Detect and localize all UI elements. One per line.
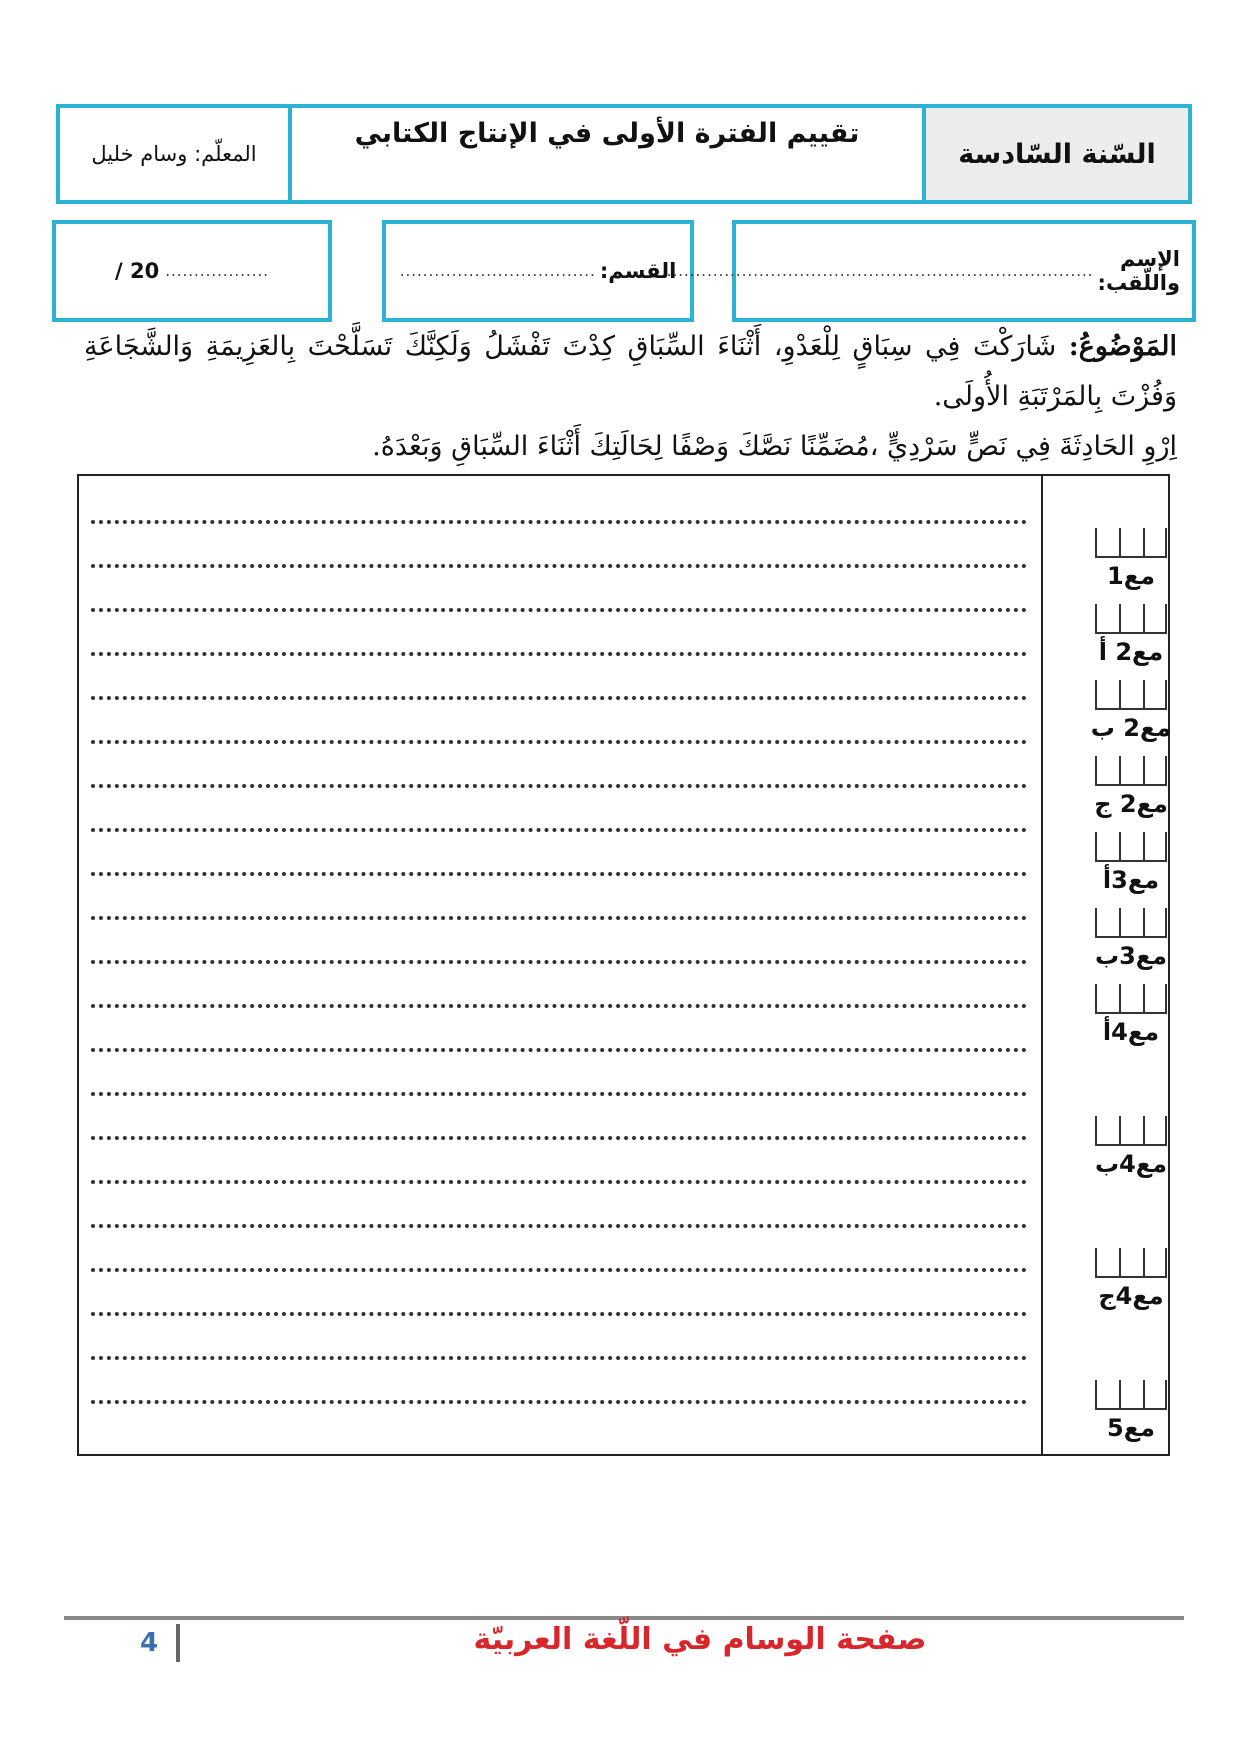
writing-line[interactable]: [91, 916, 1027, 920]
criterion-label: مع5: [1107, 1414, 1155, 1442]
criterion-label: مع2 أ: [1098, 638, 1164, 666]
score-marks[interactable]: [1065, 604, 1197, 636]
teacher-name: المعلّم: وسام خليل: [60, 108, 292, 200]
criterion-item: [1065, 832, 1197, 894]
writing-line[interactable]: [91, 1004, 1027, 1008]
name-dots: ..........................................................................: [666, 262, 1094, 280]
score-marks[interactable]: [1065, 832, 1197, 864]
criterion-label: مع4ب: [1094, 1150, 1168, 1178]
criterion-item: [1065, 680, 1197, 742]
criterion-item: [1065, 604, 1197, 666]
criterion-label: مع4أ: [1102, 1018, 1160, 1046]
score-marks[interactable]: [1065, 1380, 1197, 1412]
score-marks[interactable]: [1065, 908, 1197, 940]
writing-line[interactable]: [91, 1268, 1027, 1272]
class-dots: ..................................: [399, 262, 596, 280]
page-number: 4: [140, 1624, 180, 1662]
writing-line[interactable]: [91, 564, 1027, 568]
score-box[interactable]: [52, 220, 332, 322]
criterion-item: [1065, 984, 1197, 1046]
writing-line[interactable]: [91, 1400, 1027, 1404]
instruction-text: اِرْوِ الحَادِثَةَ فِي نَصٍّ سَرْدِيٍّ ،مُضَمِّنًا نَصَّكَ وَصْفًا لِحَالَتِكَ أَثْنَاءَ السِّبَاقِ وَبَعْدَهُ.: [372, 431, 1177, 462]
topic-label: المَوْضُوعُ:: [1068, 331, 1177, 362]
criterion-label: مع2 ج: [1094, 790, 1168, 818]
writing-line[interactable]: [91, 1180, 1027, 1184]
page-title: تقييم الفترة الأولى في الإنتاج الكتابي: [292, 108, 926, 200]
criterion-label: مع3ب: [1094, 942, 1168, 970]
criterion-item: [1065, 1248, 1197, 1310]
grade-level: السّنة السّادسة: [926, 108, 1188, 200]
writing-line[interactable]: [91, 1312, 1027, 1316]
footer-source: صفحة الوسام في اللّغة العربيّة: [473, 1622, 927, 1657]
column-divider: [1041, 476, 1043, 1454]
criterion-item: [1065, 908, 1197, 970]
footer-divider: [64, 1616, 1184, 1620]
writing-line[interactable]: [91, 784, 1027, 788]
writing-line[interactable]: [91, 740, 1027, 744]
writing-line[interactable]: [91, 1356, 1027, 1360]
score-marks[interactable]: [1065, 1248, 1197, 1280]
writing-line[interactable]: [91, 652, 1027, 656]
header-table: [56, 104, 1192, 204]
name-label: الإسم واللّقب:: [1097, 247, 1180, 295]
criterion-item: [1065, 1116, 1197, 1178]
writing-line[interactable]: [91, 1092, 1027, 1096]
criterion-item: [1065, 756, 1197, 818]
criterion-label: مع3أ: [1102, 866, 1160, 894]
writing-line[interactable]: [91, 696, 1027, 700]
criterion-item: [1065, 528, 1197, 590]
criterion-label: مع4ج: [1098, 1282, 1164, 1310]
writing-line[interactable]: [91, 1224, 1027, 1228]
score-marks[interactable]: [1065, 984, 1197, 1016]
class-label: القسم:: [599, 259, 677, 283]
writing-line[interactable]: [91, 1136, 1027, 1140]
score-dots: ..................: [165, 262, 270, 280]
score-marks[interactable]: [1065, 528, 1197, 560]
topic-paragraph: [84, 322, 1177, 422]
answer-area: [77, 474, 1170, 1456]
criterion-label: مع2 ب: [1090, 714, 1172, 742]
writing-line[interactable]: [91, 608, 1027, 612]
writing-line[interactable]: [91, 828, 1027, 832]
writing-line[interactable]: [91, 960, 1027, 964]
topic-text: شَارَكْتَ فِي سِبَاقٍ لِلْعَدْوِ، أَثْنَاءَ السِّبَاقِ كِدْتَ تَفْشَلُ وَلَكِنَّكَ تَسَلَّحْتَ بِالعَزِيمَةِ وَالشَّجَاعَةِ وَفُزْتَ بِالمَرْتَبَةِ الأُولَى.: [84, 331, 1177, 412]
score-marks[interactable]: [1065, 1116, 1197, 1148]
writing-line[interactable]: [91, 520, 1027, 524]
name-box[interactable]: [666, 220, 1196, 322]
criterion-label: مع1: [1107, 562, 1155, 590]
score-total: / 20: [114, 259, 160, 283]
writing-line[interactable]: [91, 872, 1027, 876]
score-marks[interactable]: [1065, 680, 1197, 712]
class-box[interactable]: [382, 220, 694, 322]
writing-line[interactable]: [91, 1048, 1027, 1052]
criterion-item: [1065, 1380, 1197, 1442]
score-marks[interactable]: [1065, 756, 1197, 788]
